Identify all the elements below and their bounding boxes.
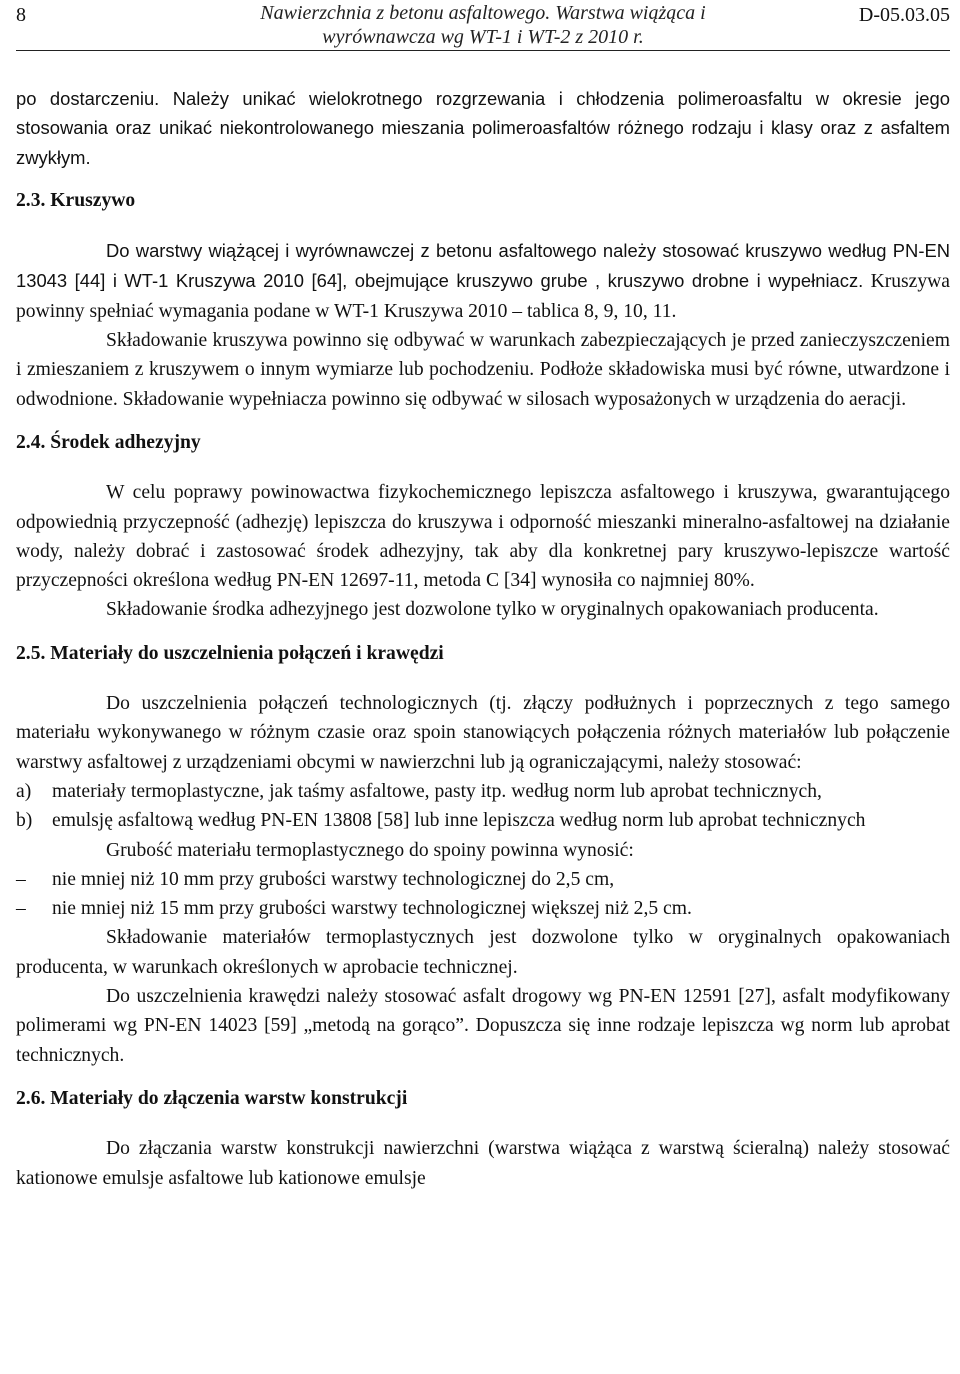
section-2-5-paragraph-2: Grubość materiału termoplastycznego do spoiny powinna wynosić: xyxy=(106,839,634,861)
list-marker: b) xyxy=(16,810,33,832)
section-2-3-paragraph-1 xyxy=(16,236,950,326)
page-content xyxy=(16,84,950,1193)
section-2-3-heading: 2.3. Kruszywo xyxy=(16,189,136,211)
page-number: 8 xyxy=(16,4,26,26)
section-2-3-paragraph-2: Składowanie kruszywa powinno się odbywać w warunkach zabezpieczających je przed zanieczyszczeniem i zmieszaniem z kruszywem o innym wymiarze lub pochodzeniu. Podłoże składowiska musi być równe, utwardzone i odwodnione. Składowanie wypełniacza powinno się odbywać w silosach wyposażonych w urządzenia do aeracji. xyxy=(16,330,950,410)
section-2-3-paragraph-1b: Kruszywa powinny spełniać wymagania podane w WT-1 Kruszywa 2010 – tablica 8, 9, 10, 11. xyxy=(16,271,951,322)
intro-paragraph: po dostarczeniu. Należy unikać wielokrotnego rozgrzewania i chłodzenia polimeroasfaltu w okresie jego stosowania oraz unikać niekontrolowanego mieszania polimeroasfaltów różnego rodzaju i klasy oraz z asfaltem zwykłym. xyxy=(16,88,950,168)
dash-text: nie mniej niż 15 mm przy grubości warstwy technologicznej większej niż 2,5 cm. xyxy=(52,898,692,920)
section-2-5-heading: 2.5. Materiały do uszczelnienia połączeń i krawędzi xyxy=(16,642,444,664)
section-2-5-paragraph-1: Do uszczelnienia połączeń technologicznych (tj. złączy podłużnych i poprzecznych z tego samego materiału wykonywanego w różnym czasie oraz spoin stanowiących połączenia różnych materiałów lub połączenie warstwy asfaltowej z urządzeniami obcymi w nawierzchni lub ją ograniczającymi, należy stosować: xyxy=(16,693,950,773)
page-header xyxy=(16,0,950,51)
dash-marker: – xyxy=(16,868,26,890)
list-marker: a) xyxy=(16,780,32,802)
list-item-b xyxy=(16,806,950,835)
section-2-6-paragraph-1: Do złączania warstw konstrukcji nawierzchni (warstwa wiążąca z warstwą ścieralną) należy stosować kationowe emulsje asfaltowe lub kationowe emulsje xyxy=(16,1138,950,1189)
list-text: emulsję asfaltową według PN-EN 13808 [58] lub inne lepiszcza według norm lub aprobat technicznych xyxy=(52,810,866,832)
header-title-line2: wyrównawcza wg WT-1 i WT-2 z 2010 r. xyxy=(322,26,644,48)
dash-marker: – xyxy=(16,898,26,920)
header-title-line1: Nawierzchnia z betonu asfaltowego. Warstwa wiążąca i xyxy=(260,2,706,24)
document-code: D-05.03.05 xyxy=(858,4,950,26)
document-page xyxy=(16,0,950,1193)
section-2-5-paragraph-3: Składowanie materiałów termoplastycznych jest dozwolone tylko w oryginalnych opakowaniach producenta, w warunkach określonych w aprobacie technicznej. xyxy=(16,927,950,978)
list-item-a xyxy=(16,777,950,806)
dash-item-1 xyxy=(16,865,950,894)
section-2-6-heading: 2.6. Materiały do złączenia warstw konstrukcji xyxy=(16,1087,408,1109)
section-2-3-paragraph-1a: Do warstwy wiążącej i wyrównawczej z betonu asfaltowego należy stosować kruszywo według PN-EN 13043 [44] i WT-1 Kruszywa 2010 [64], obejmujące kruszywo grube , kruszywo drobne i wypełniacz. xyxy=(16,240,950,292)
section-2-4-paragraph-2: Składowanie środka adhezyjnego jest dozwolone tylko w oryginalnych opakowaniach producenta. xyxy=(106,599,879,621)
list-text: materiały termoplastyczne, jak taśmy asfaltowe, pasty itp. według norm lub aprobat technicznych, xyxy=(52,780,822,802)
header-title xyxy=(16,1,950,49)
dash-item-2 xyxy=(16,894,950,923)
section-2-4-paragraph-1: W celu poprawy powinowactwa fizykochemicznego lepiszcza asfaltowego i kruszywa, gwarantującego odpowiednią przyczepność (adhezję) lepiszcza do kruszywa i odporność mieszanki mineralno-asfaltowej na działanie wody, należy dobrać i zastosować środek adhezyjny, tak aby dla konkretnej pary kruszywo-lepiszcze wartość przyczepności określona według PN-EN 12697-11, metoda C [34] wynosiła co najmniej 80%. xyxy=(16,482,950,592)
section-2-5-paragraph-4: Do uszczelnienia krawędzi należy stosować asfalt drogowy wg PN-EN 12591 [27], asfalt modyfikowany polimerami wg PN-EN 14023 [59] „metodą na gorąco”. Dopuszcza się inne rodzaje lepiszcza wg norm lub aprobat technicznych. xyxy=(16,986,950,1066)
section-2-4-heading: 2.4. Środek adhezyjny xyxy=(16,431,201,453)
dash-text: nie mniej niż 10 mm przy grubości warstwy technologicznej do 2,5 cm, xyxy=(52,868,615,890)
